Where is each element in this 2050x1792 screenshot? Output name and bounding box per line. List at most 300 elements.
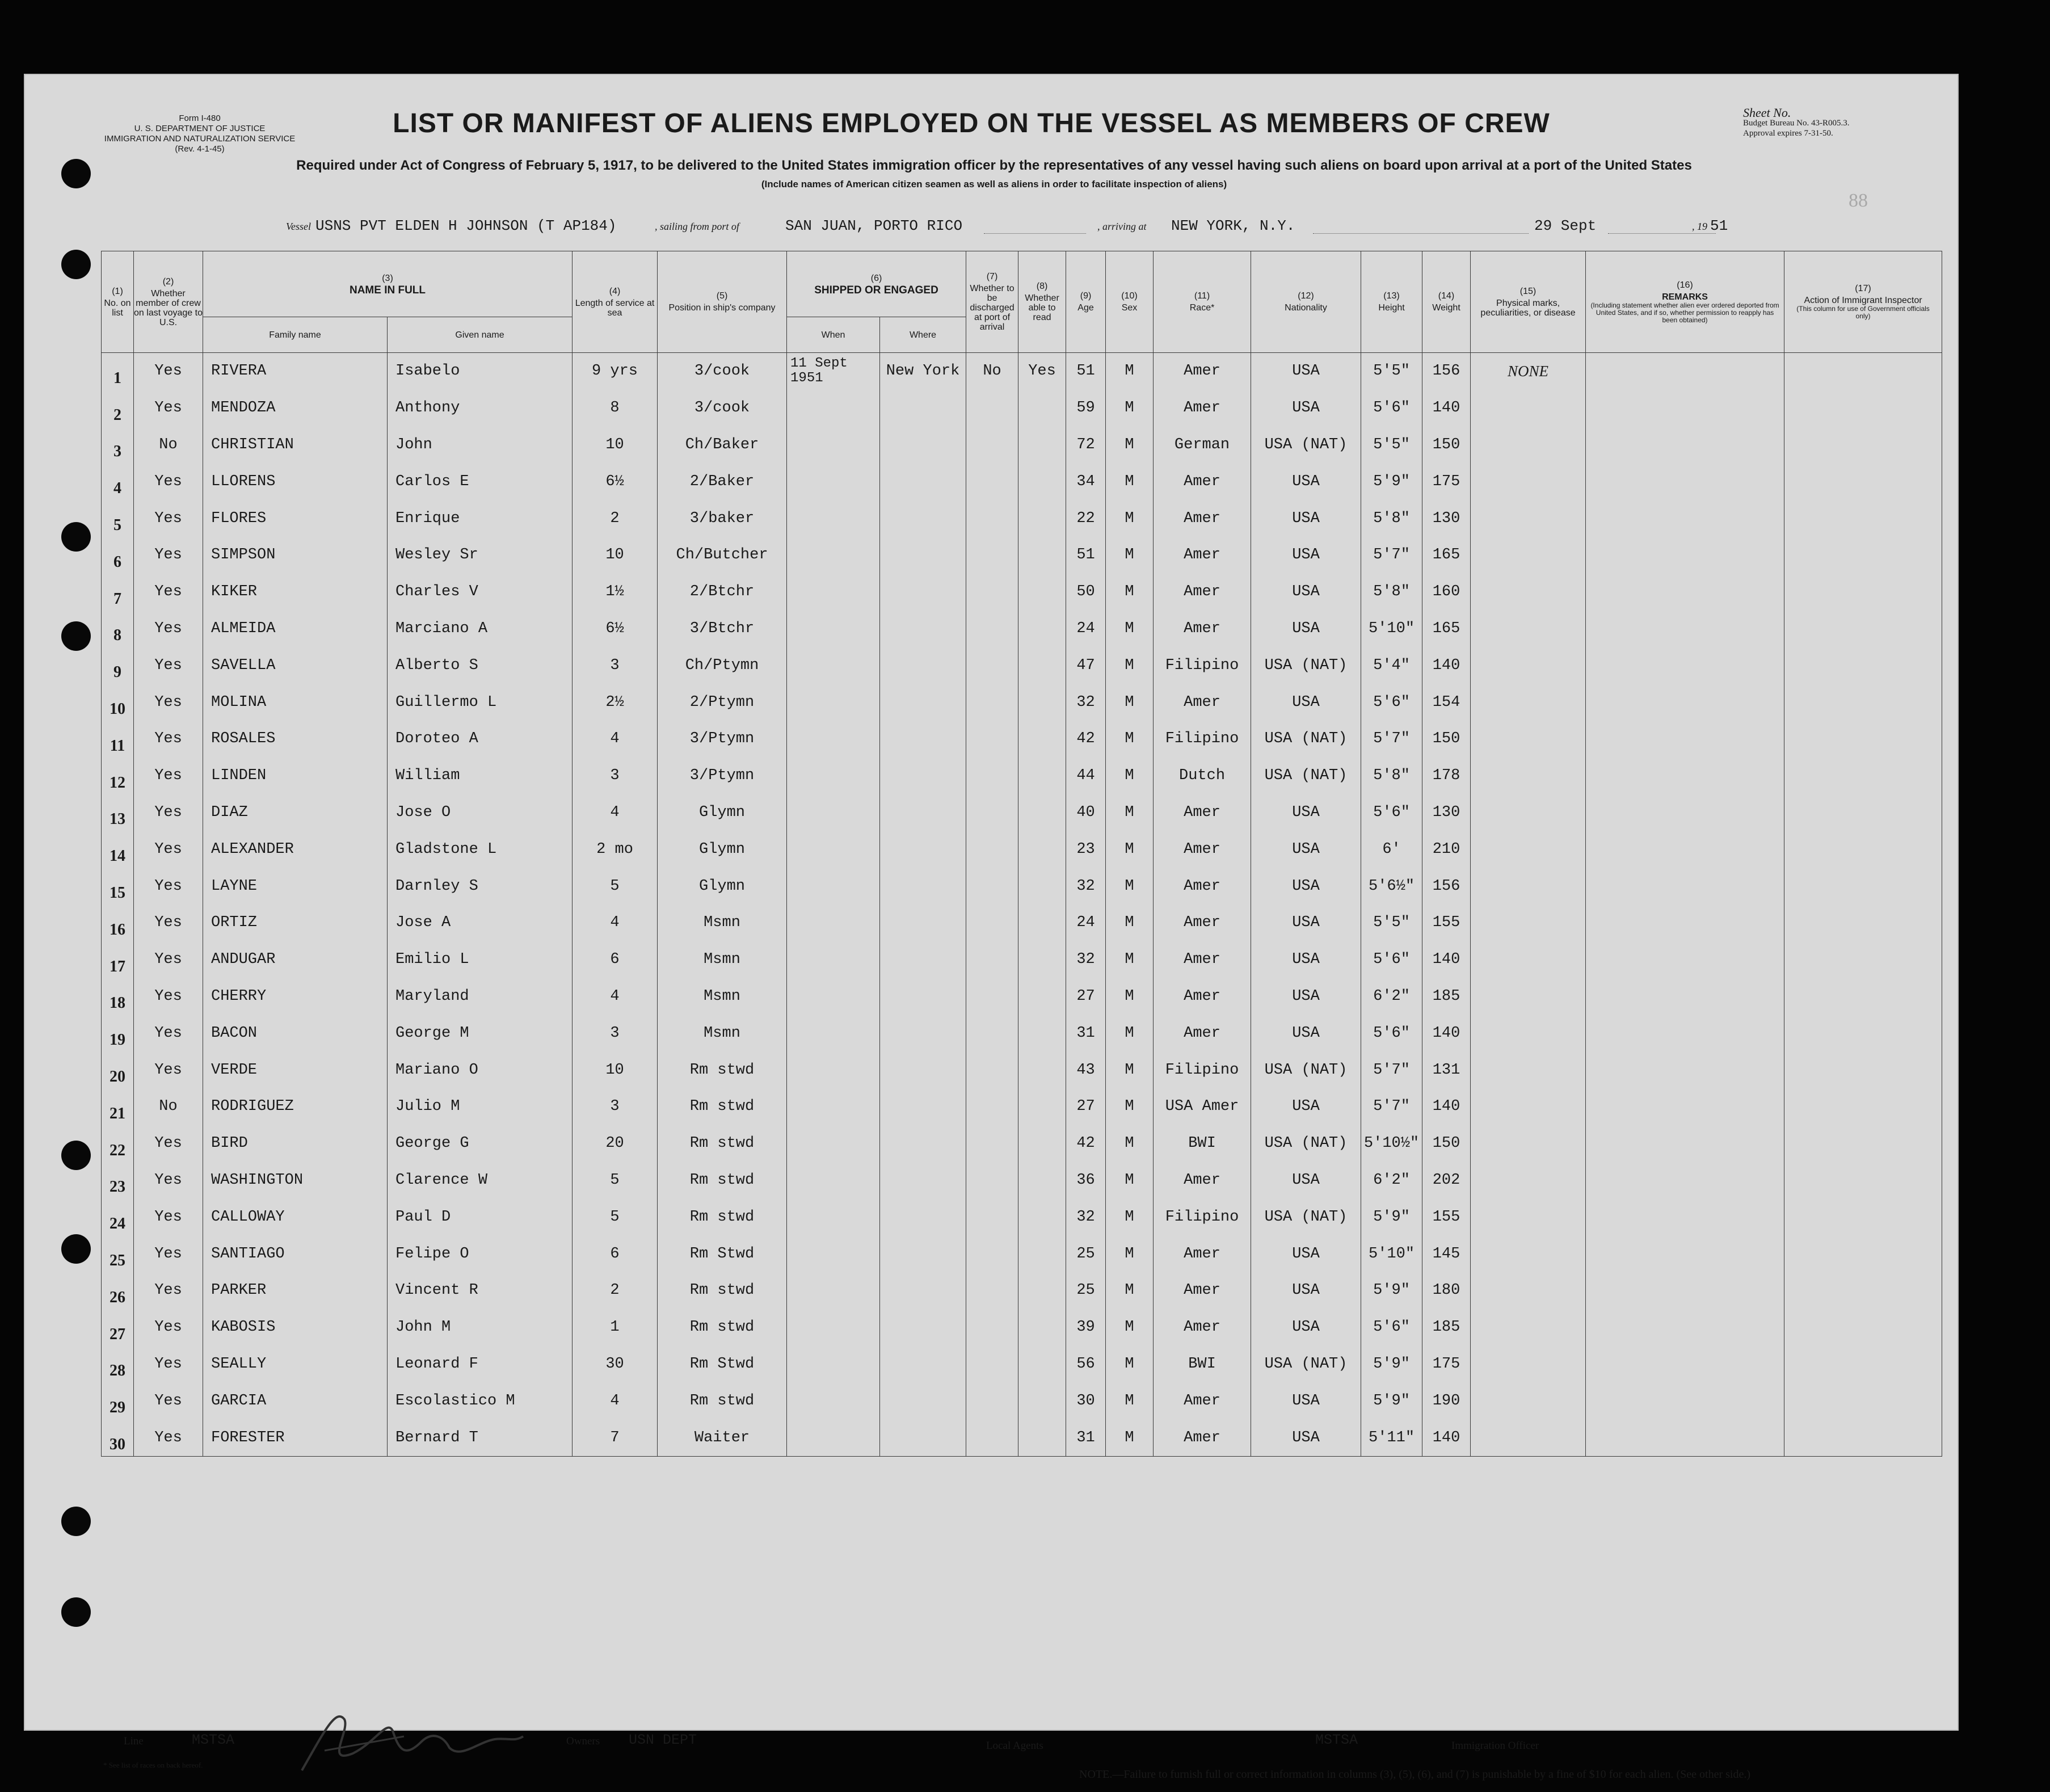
race-cell: Amer [1154, 831, 1251, 868]
prev-crew-cell: Yes [134, 1272, 203, 1309]
height-cell: 5'9" [1361, 1198, 1422, 1235]
row-number: 4 [102, 463, 134, 500]
inspector-action-cell [1784, 684, 1942, 721]
race-cell: Amer [1154, 684, 1251, 721]
discharged-cell [966, 537, 1018, 574]
physical-marks-cell [1471, 537, 1586, 574]
able-to-read-cell [1018, 463, 1066, 500]
service-cell: 7 [573, 1419, 658, 1456]
shipped-when-cell [787, 390, 880, 427]
inspector-action-cell [1784, 758, 1942, 794]
remarks-cell [1586, 353, 1784, 390]
family-name-cell: KABOSIS [203, 1309, 388, 1346]
given-name-cell: Enrique [388, 500, 573, 537]
family-name-cell: FLORES [203, 500, 388, 537]
given-name-cell: Gladstone L [388, 831, 573, 868]
discharged-cell [966, 1235, 1018, 1272]
header-sex: (10) Sex [1106, 251, 1154, 353]
discharged-cell [966, 390, 1018, 427]
race-cell: Amer [1154, 941, 1251, 978]
able-to-read-cell [1018, 868, 1066, 905]
family-name-cell: LAYNE [203, 868, 388, 905]
table-row [102, 1419, 1942, 1456]
table-row [102, 721, 1942, 758]
table-row [102, 1346, 1942, 1383]
physical-marks-cell [1471, 1088, 1586, 1125]
shipped-when-cell [787, 1198, 880, 1235]
shipped-when-cell [787, 500, 880, 537]
able-to-read-cell [1018, 758, 1066, 794]
height-cell: 5'10" [1361, 1235, 1422, 1272]
position-cell: Rm Stwd [658, 1235, 787, 1272]
race-cell: Amer [1154, 1015, 1251, 1051]
service-cell: 6 [573, 1235, 658, 1272]
age-cell: 25 [1066, 1235, 1106, 1272]
table-row [102, 1272, 1942, 1309]
height-cell: 6' [1361, 831, 1422, 868]
table-row [102, 353, 1942, 390]
header-nationality: (12) Nationality [1251, 251, 1361, 353]
sex-cell: M [1106, 1125, 1154, 1162]
table-row [102, 758, 1942, 794]
inspector-action-cell [1784, 500, 1942, 537]
weight-cell: 150 [1422, 721, 1471, 758]
physical-marks-cell [1471, 1382, 1586, 1419]
nationality-cell: USA (NAT) [1251, 647, 1361, 684]
prev-crew-cell: No [134, 427, 203, 464]
row-number: 18 [102, 978, 134, 1015]
race-cell: German [1154, 427, 1251, 464]
header-race: (11) Race* [1154, 251, 1251, 353]
prev-crew-cell: Yes [134, 353, 203, 390]
table-row [102, 1162, 1942, 1199]
shipped-when-cell [787, 574, 880, 611]
age-cell: 32 [1066, 868, 1106, 905]
row-number: 8 [102, 611, 134, 647]
inspector-action-cell [1784, 1051, 1942, 1088]
race-cell: Amer [1154, 611, 1251, 647]
sex-cell: M [1106, 1419, 1154, 1456]
row-number: 23 [102, 1162, 134, 1199]
position-cell: Msmn [658, 1015, 787, 1051]
shipped-when-cell [787, 611, 880, 647]
position-cell: Rm stwd [658, 1088, 787, 1125]
physical-marks-cell [1471, 905, 1586, 941]
age-cell: 27 [1066, 978, 1106, 1015]
service-cell: 3 [573, 1088, 658, 1125]
given-name-cell: Julio M [388, 1088, 573, 1125]
height-cell: 5'5" [1361, 427, 1422, 464]
inspector-action-cell [1784, 537, 1942, 574]
manifest-footer: Line MSTSA Owners USN DEPT Local Agents MSTSA Immigration Officer [124, 1732, 1539, 1752]
able-to-read-cell [1018, 1162, 1066, 1199]
height-cell: 5'11" [1361, 1419, 1422, 1456]
line-value: MSTSA [192, 1732, 235, 1748]
sex-cell: M [1106, 1051, 1154, 1088]
age-cell: 24 [1066, 611, 1106, 647]
table-row [102, 1088, 1942, 1125]
shipped-where-cell [880, 941, 966, 978]
row-number: 25 [102, 1235, 134, 1272]
able-to-read-cell [1018, 500, 1066, 537]
inspector-action-cell [1784, 794, 1942, 831]
weight-cell: 145 [1422, 1235, 1471, 1272]
table-row [102, 868, 1942, 905]
sheet-number-box: Sheet No. Budget Bureau No. 43-R005.3. Approval expires 7-31-50. [1743, 106, 1850, 138]
shipped-when-cell [787, 941, 880, 978]
discharged-cell [966, 684, 1018, 721]
shipped-when-cell [787, 684, 880, 721]
nationality-cell: USA [1251, 1419, 1361, 1456]
discharged-cell [966, 1382, 1018, 1419]
service-cell: 10 [573, 427, 658, 464]
remarks-cell [1586, 868, 1784, 905]
crew-manifest-table [101, 251, 1942, 1457]
arrival-year: 51 [1710, 217, 1728, 234]
form-identifier: Form I-480 U. S. DEPARTMENT OF JUSTICE IMMIGRATION AND NATURALIZATION SERVICE (Rev. 4-1-45) [104, 113, 296, 154]
prev-crew-cell: Yes [134, 537, 203, 574]
shipped-when-cell [787, 868, 880, 905]
punch-hole [61, 522, 91, 552]
weight-cell: 130 [1422, 794, 1471, 831]
prev-crew-cell: Yes [134, 831, 203, 868]
shipped-when-cell [787, 1015, 880, 1051]
inspector-action-cell [1784, 941, 1942, 978]
physical-marks-cell [1471, 1051, 1586, 1088]
nationality-cell: USA [1251, 611, 1361, 647]
given-name-cell: Mariano O [388, 1051, 573, 1088]
family-name-cell: VERDE [203, 1051, 388, 1088]
age-cell: 31 [1066, 1419, 1106, 1456]
physical-marks-cell: NONE [1471, 353, 1586, 390]
prev-crew-cell: Yes [134, 941, 203, 978]
height-cell: 5'9" [1361, 463, 1422, 500]
age-cell: 42 [1066, 721, 1106, 758]
prev-crew-cell: Yes [134, 1198, 203, 1235]
prev-crew-cell: Yes [134, 1382, 203, 1419]
punch-hole [61, 250, 91, 279]
race-cell: Amer [1154, 500, 1251, 537]
nationality-cell: USA [1251, 1162, 1361, 1199]
row-number: 29 [102, 1382, 134, 1419]
owners-value: USN DEPT [629, 1732, 697, 1748]
age-cell: 47 [1066, 647, 1106, 684]
row-number: 14 [102, 831, 134, 868]
position-cell: 3/cook [658, 353, 787, 390]
row-number: 21 [102, 1088, 134, 1125]
row-number: 12 [102, 758, 134, 794]
shipped-where-cell: New York [880, 353, 966, 390]
family-name-cell: FORESTER [203, 1419, 388, 1456]
sex-cell: M [1106, 463, 1154, 500]
physical-marks-cell [1471, 794, 1586, 831]
able-to-read-cell [1018, 1235, 1066, 1272]
position-cell: Glymn [658, 794, 787, 831]
family-name-cell: ROSALES [203, 721, 388, 758]
age-cell: 59 [1066, 390, 1106, 427]
discharged-cell [966, 1125, 1018, 1162]
service-cell: 5 [573, 868, 658, 905]
prev-crew-cell: Yes [134, 1015, 203, 1051]
nationality-cell: USA (NAT) [1251, 427, 1361, 464]
nationality-cell: USA [1251, 794, 1361, 831]
header-position: (5) Position in ship's company [658, 251, 787, 353]
nationality-cell: USA [1251, 463, 1361, 500]
punch-hole [61, 1507, 91, 1536]
age-cell: 40 [1066, 794, 1106, 831]
physical-marks-cell [1471, 1419, 1586, 1456]
service-cell: 4 [573, 794, 658, 831]
family-name-cell: RIVERA [203, 353, 388, 390]
family-name-cell: ORTIZ [203, 905, 388, 941]
row-number: 6 [102, 537, 134, 574]
remarks-cell [1586, 684, 1784, 721]
shipped-where-cell [880, 758, 966, 794]
row-number: 30 [102, 1419, 134, 1456]
weight-cell: 180 [1422, 1272, 1471, 1309]
shipped-where-cell [880, 611, 966, 647]
age-cell: 32 [1066, 941, 1106, 978]
able-to-read-cell [1018, 647, 1066, 684]
nationality-cell: USA [1251, 684, 1361, 721]
shipped-where-cell [880, 1162, 966, 1199]
physical-marks-cell [1471, 463, 1586, 500]
penalty-note: NOTE.—Failure to furnish full or correct information in columns (3), (5), (6), and (7) is punishable by a fine of $10 for each alien. (See other side.) [1079, 1768, 1750, 1781]
discharged-cell [966, 1346, 1018, 1383]
table-row [102, 978, 1942, 1015]
sex-cell: M [1106, 390, 1154, 427]
discharged-cell [966, 794, 1018, 831]
service-cell: 4 [573, 721, 658, 758]
age-cell: 39 [1066, 1309, 1106, 1346]
header-weight: (14) Weight [1422, 251, 1471, 353]
discharged-cell [966, 1272, 1018, 1309]
remarks-cell [1586, 978, 1784, 1015]
shipped-when-cell [787, 794, 880, 831]
row-number: 13 [102, 794, 134, 831]
age-cell: 25 [1066, 1272, 1106, 1309]
prev-crew-cell: Yes [134, 1346, 203, 1383]
shipped-when-cell [787, 721, 880, 758]
weight-cell: 140 [1422, 1419, 1471, 1456]
header-when: When [787, 317, 880, 353]
table-row [102, 1309, 1942, 1346]
header-given-name: Given name [388, 317, 573, 353]
weight-cell: 175 [1422, 463, 1471, 500]
inspector-action-cell [1784, 611, 1942, 647]
sex-cell: M [1106, 1162, 1154, 1199]
discharged-cell [966, 1015, 1018, 1051]
shipped-when-cell [787, 831, 880, 868]
weight-cell: 202 [1422, 1162, 1471, 1199]
weight-cell: 155 [1422, 905, 1471, 941]
shipped-where-cell [880, 390, 966, 427]
shipped-where-cell [880, 684, 966, 721]
service-cell: 10 [573, 1051, 658, 1088]
table-row [102, 390, 1942, 427]
given-name-cell: Bernard T [388, 1419, 573, 1456]
shipped-where-cell [880, 1272, 966, 1309]
sex-cell: M [1106, 1198, 1154, 1235]
discharged-cell [966, 905, 1018, 941]
sex-cell: M [1106, 427, 1154, 464]
position-cell: Ch/Ptymn [658, 647, 787, 684]
nationality-cell: USA [1251, 831, 1361, 868]
given-name-cell: Doroteo A [388, 721, 573, 758]
age-cell: 72 [1066, 427, 1106, 464]
physical-marks-cell [1471, 574, 1586, 611]
discharged-cell [966, 463, 1018, 500]
weight-cell: 185 [1422, 978, 1471, 1015]
discharged-cell: No [966, 353, 1018, 390]
arrival-port: NEW YORK, N.Y. [1171, 217, 1295, 234]
family-name-cell: CALLOWAY [203, 1198, 388, 1235]
inspector-action-cell [1784, 1015, 1942, 1051]
remarks-cell [1586, 537, 1784, 574]
height-cell: 5'4" [1361, 647, 1422, 684]
physical-marks-cell [1471, 390, 1586, 427]
weight-cell: 150 [1422, 1125, 1471, 1162]
shipped-where-cell [880, 905, 966, 941]
row-number: 19 [102, 1015, 134, 1051]
vessel-line: Vessel USNS PVT ELDEN H JOHNSON (T AP184) , sailing from port of SAN JUAN, PORTO RICO , arriving at NEW YORK, N.Y. 29 Sept , 19 51 [286, 217, 1728, 234]
nationality-cell: USA (NAT) [1251, 1125, 1361, 1162]
prev-crew-cell: Yes [134, 647, 203, 684]
race-cell: USA Amer [1154, 1088, 1251, 1125]
position-cell: Ch/Baker [658, 427, 787, 464]
row-number: 3 [102, 427, 134, 464]
manifest-sheet [24, 74, 1959, 1781]
able-to-read-cell [1018, 574, 1066, 611]
age-cell: 31 [1066, 1015, 1106, 1051]
physical-marks-cell [1471, 1272, 1586, 1309]
able-to-read-cell [1018, 794, 1066, 831]
nationality-cell: USA [1251, 574, 1361, 611]
inspector-action-cell [1784, 1235, 1942, 1272]
race-cell: Amer [1154, 463, 1251, 500]
service-cell: 2½ [573, 684, 658, 721]
table-row [102, 500, 1942, 537]
given-name-cell: Escolastico M [388, 1382, 573, 1419]
discharged-cell [966, 831, 1018, 868]
prev-crew-cell: Yes [134, 390, 203, 427]
discharged-cell [966, 758, 1018, 794]
shipped-where-cell [880, 1125, 966, 1162]
row-number: 10 [102, 684, 134, 721]
race-cell: BWI [1154, 1346, 1251, 1383]
age-cell: 51 [1066, 353, 1106, 390]
sex-cell: M [1106, 758, 1154, 794]
remarks-cell [1586, 427, 1784, 464]
inspector-action-cell [1784, 1346, 1942, 1383]
physical-marks-cell [1471, 1235, 1586, 1272]
discharged-cell [966, 1198, 1018, 1235]
physical-marks-cell [1471, 1198, 1586, 1235]
able-to-read-cell [1018, 537, 1066, 574]
remarks-cell [1586, 647, 1784, 684]
weight-cell: 156 [1422, 868, 1471, 905]
shipped-where-cell [880, 978, 966, 1015]
family-name-cell: MOLINA [203, 684, 388, 721]
position-cell: 2/Baker [658, 463, 787, 500]
remarks-cell [1586, 574, 1784, 611]
shipped-when-cell [787, 427, 880, 464]
sex-cell: M [1106, 1272, 1154, 1309]
position-cell: Waiter [658, 1419, 787, 1456]
height-cell: 5'7" [1361, 1088, 1422, 1125]
shipped-where-cell [880, 574, 966, 611]
family-name-cell: BACON [203, 1015, 388, 1051]
able-to-read-cell [1018, 427, 1066, 464]
weight-cell: 190 [1422, 1382, 1471, 1419]
weight-cell: 178 [1422, 758, 1471, 794]
shipped-where-cell [880, 537, 966, 574]
sex-cell: M [1106, 868, 1154, 905]
inspector-action-cell [1784, 831, 1942, 868]
age-cell: 56 [1066, 1346, 1106, 1383]
service-cell: 2 [573, 1272, 658, 1309]
physical-marks-cell [1471, 758, 1586, 794]
race-cell: Filipino [1154, 721, 1251, 758]
table-row [102, 1235, 1942, 1272]
height-cell: 5'7" [1361, 1051, 1422, 1088]
inspector-action-cell [1784, 1272, 1942, 1309]
signature-scribble [291, 1697, 529, 1782]
prev-crew-cell: Yes [134, 905, 203, 941]
height-cell: 5'8" [1361, 574, 1422, 611]
row-number: 9 [102, 647, 134, 684]
able-to-read-cell [1018, 831, 1066, 868]
remarks-cell [1586, 500, 1784, 537]
race-cell: Amer [1154, 353, 1251, 390]
family-name-cell: WASHINGTON [203, 1162, 388, 1199]
header-read: (8) Whether able to read [1018, 251, 1066, 353]
weight-cell: 160 [1422, 574, 1471, 611]
height-cell: 5'6" [1361, 1309, 1422, 1346]
shipped-where-cell [880, 1382, 966, 1419]
nationality-cell: USA [1251, 1309, 1361, 1346]
position-cell: 3/Ptymn [658, 721, 787, 758]
nationality-cell: USA [1251, 390, 1361, 427]
service-cell: 5 [573, 1162, 658, 1199]
family-name-cell: ALMEIDA [203, 611, 388, 647]
discharged-cell [966, 500, 1018, 537]
weight-cell: 155 [1422, 1198, 1471, 1235]
row-number: 17 [102, 941, 134, 978]
family-name-cell: MENDOZA [203, 390, 388, 427]
given-name-cell: John M [388, 1309, 573, 1346]
age-cell: 42 [1066, 1125, 1106, 1162]
family-name-cell: SEALLY [203, 1346, 388, 1383]
shipped-where-cell [880, 1051, 966, 1088]
remarks-cell [1586, 1235, 1784, 1272]
header-family-name: Family name [203, 317, 388, 353]
row-number: 24 [102, 1198, 134, 1235]
shipped-when-cell [787, 1309, 880, 1346]
sex-cell: M [1106, 1346, 1154, 1383]
family-name-cell: SAVELLA [203, 647, 388, 684]
physical-marks-cell [1471, 868, 1586, 905]
given-name-cell: George G [388, 1125, 573, 1162]
able-to-read-cell [1018, 1015, 1066, 1051]
weight-cell: 131 [1422, 1051, 1471, 1088]
race-cell: Filipino [1154, 647, 1251, 684]
race-cell: Amer [1154, 1419, 1251, 1456]
service-cell: 5 [573, 1198, 658, 1235]
race-cell: Filipino [1154, 1198, 1251, 1235]
prev-crew-cell: Yes [134, 1125, 203, 1162]
prev-crew-cell: Yes [134, 684, 203, 721]
